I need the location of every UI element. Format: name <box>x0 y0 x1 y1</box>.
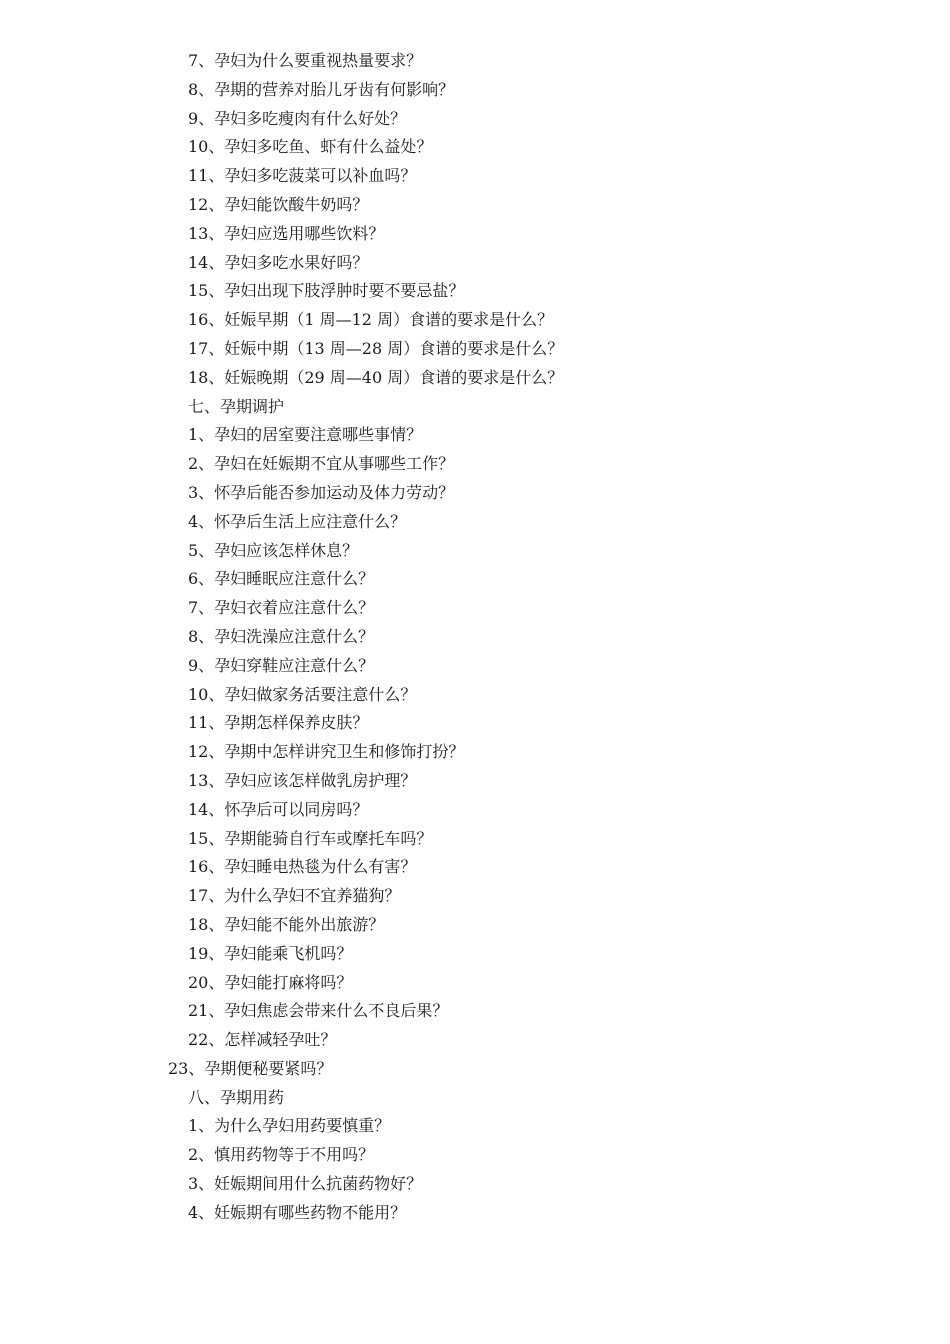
list-item: 13、孕妇应选用哪些饮料？ <box>188 223 385 243</box>
list-item: 15、孕妇出现下肢浮肿时要不要忌盐？ <box>188 281 465 301</box>
list-item: 14、怀孕后可以同房吗？ <box>188 799 369 819</box>
list-item: 16、妊娠早期（1 周—12 周）食谱的要求是什么？ <box>188 310 554 330</box>
list-item: 9、孕妇穿鞋应注意什么？ <box>188 655 375 675</box>
list-item: 18、孕妇能不能外出旅游？ <box>188 914 385 934</box>
list-item: 18、妊娠晚期（29 周—40 周）食谱的要求是什么？ <box>188 367 564 387</box>
list-item: 1、孕妇的居室要注意哪些事情？ <box>188 425 423 445</box>
list-item: 9、孕妇多吃瘦肉有什么好处？ <box>188 108 407 128</box>
section-heading: 八、孕期用药 <box>188 1087 285 1107</box>
list-item: 12、孕妇能饮酸牛奶吗？ <box>188 194 369 214</box>
list-item: 21、孕妇焦虑会带来什么不良后果？ <box>188 1001 449 1021</box>
list-item: 1、为什么孕妇用药要慎重？ <box>188 1116 391 1136</box>
list-item: 22、怎样减轻孕吐？ <box>188 1030 337 1050</box>
list-item: 8、孕期的营养对胎儿牙齿有何影响？ <box>188 79 455 99</box>
list-item: 17、为什么孕妇不宜养猫狗？ <box>188 886 401 906</box>
list-item: 19、孕妇能乘飞机吗？ <box>188 943 353 963</box>
list-item: 10、孕妇多吃鱼、虾有什么益处？ <box>188 137 433 157</box>
list-item: 23、孕期便秘要紧吗？ <box>168 1058 333 1078</box>
list-item: 14、孕妇多吃水果好吗？ <box>188 252 369 272</box>
list-item: 3、妊娠期间用什么抗菌药物好？ <box>188 1174 423 1194</box>
list-item: 10、孕妇做家务活要注意什么？ <box>188 684 417 704</box>
list-item: 3、怀孕后能否参加运动及体力劳动？ <box>188 482 455 502</box>
list-item: 7、孕妇衣着应注意什么？ <box>188 598 375 618</box>
list-item: 2、慎用药物等于不用吗？ <box>188 1145 375 1165</box>
section-heading: 七、孕期调护 <box>188 396 285 416</box>
list-item: 4、妊娠期有哪些药物不能用？ <box>188 1202 407 1222</box>
list-item: 2、孕妇在妊娠期不宜从事哪些工作？ <box>188 454 455 474</box>
list-item: 11、孕期怎样保养皮肤？ <box>188 713 369 733</box>
list-item: 15、孕期能骑自行车或摩托车吗？ <box>188 828 433 848</box>
list-item: 12、孕期中怎样讲究卫生和修饰打扮？ <box>188 742 465 762</box>
list-item: 6、孕妇睡眠应注意什么？ <box>188 569 375 589</box>
list-item: 8、孕妇洗澡应注意什么？ <box>188 626 375 646</box>
list-item: 20、孕妇能打麻将吗？ <box>188 972 353 992</box>
list-item: 17、妊娠中期（13 周—28 周）食谱的要求是什么？ <box>188 338 564 358</box>
list-item: 5、孕妇应该怎样休息？ <box>188 540 359 560</box>
list-item: 11、孕妇多吃菠菜可以补血吗？ <box>188 166 417 186</box>
list-item: 13、孕妇应该怎样做乳房护理？ <box>188 770 417 790</box>
question-list <box>0 47 950 1228</box>
list-item: 7、孕妇为什么要重视热量要求？ <box>188 51 423 70</box>
list-item: 4、怀孕后生活上应注意什么？ <box>188 511 407 531</box>
list-item: 16、孕妇睡电热毯为什么有害？ <box>188 857 417 877</box>
